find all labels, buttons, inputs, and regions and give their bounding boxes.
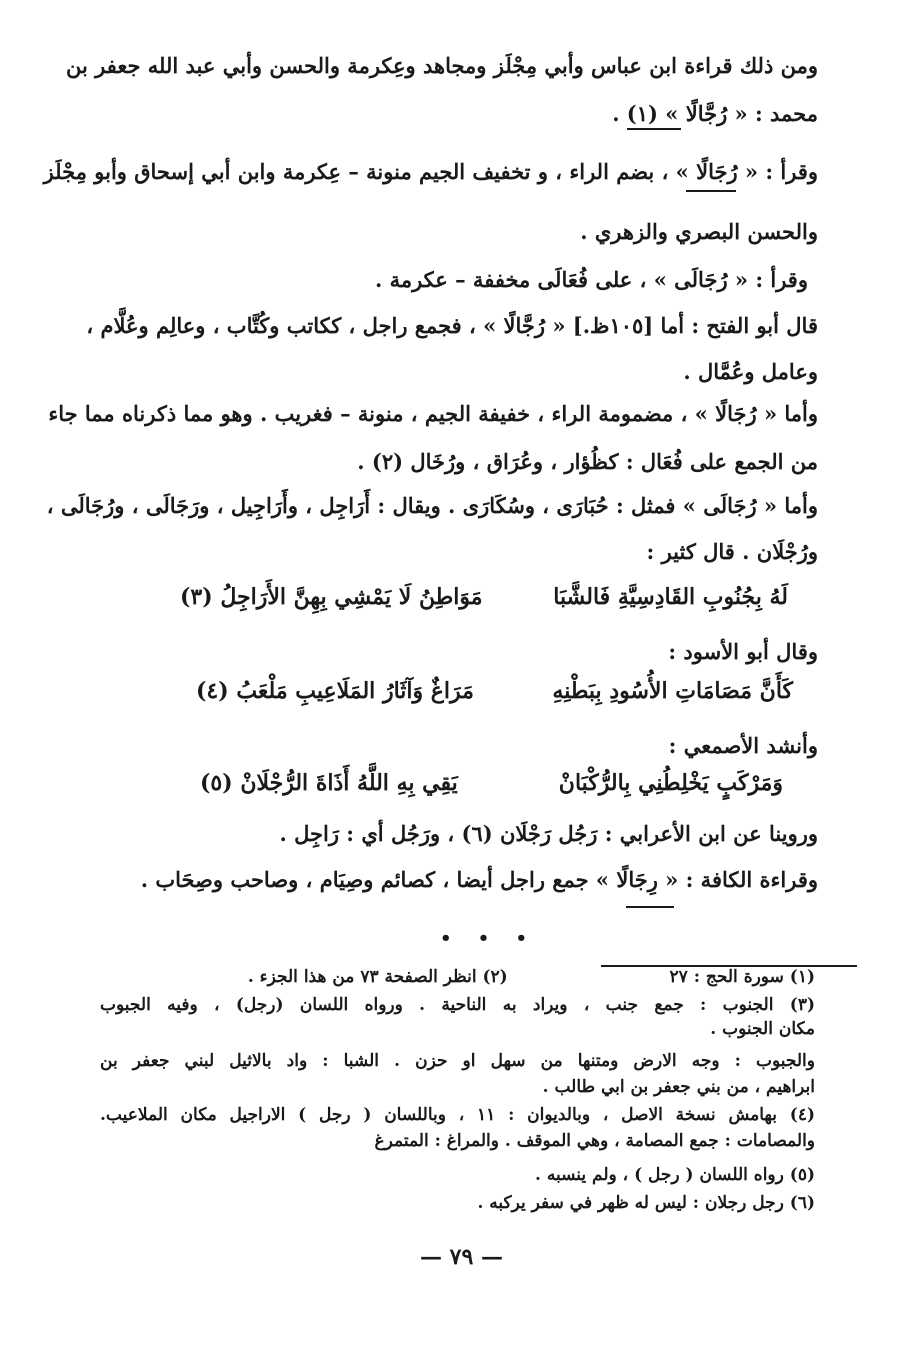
footnote-4-line-1: (٤) بهامش نسخة الاصل ، وبالديوان : ١١ ، وباللسان ( رجل ) الاراجيل مكان الملاعيب. [100,1105,815,1125]
text-line-15: وقراءة الكافة : « رِجَالًا » جمع راجل أيضا ، كصائم وصِيَام ، وصاحب وصِحَاب . [140,867,818,892]
footnote-3-line-4: ابراهيم ، من بني جعفر بن ابي طالب . [542,1077,815,1097]
verse-3-first-hemistich: وَمَرْكَبٍ يَخْلِطُنِي بِالرُّكْبَانْ [558,770,783,796]
text-line-9: من الجمع على فُعَال : كظُؤار ، وعُرَاق ، ورُخَال (٢) . [357,449,818,474]
underline-mark [626,906,674,908]
text-line-12: وقال أبو الأسود : [668,639,818,664]
footnote-4-line-2: والمصامات : جمع المصامة ، وهي الموقف . والمراغ : المتمرغ [374,1131,815,1151]
verse-2-second-hemistich: مَرَاغٌ وَآثَارُ المَلَاعِيبِ مَلْعَبُ (٤) [196,678,474,704]
footnote-3-line-3: والجبوب : وجه الارض ومتنها من سهل او حزن . الشبا : واد بالاثيل لبني جعفر بن [100,1051,815,1071]
text-line-2: محمد : « رُجَّالًا » (١) . [612,101,818,126]
verse-1-second-hemistich: مَوَاطِنُ لَا يَمْشِي بِهِنَّ الأَرَاجِلُ (٣) [180,584,483,610]
underline-mark [686,190,736,192]
text-line-4: والحسن البصري والزهري . [580,219,818,244]
text-line-1: ومن ذلك قراءة ابن عباس وأبي مِجْلَز ومجاهد وعِكرمة والحسن وأبي عبد الله جعفر بن [65,53,818,78]
text-line-8: وأما « رُجَالًا » ، مضمومة الراء ، خفيفة الجيم ، منونة – فغريب . وهو مما ذكرناه مما جاء [48,401,818,426]
footnote-row-1-2 [100,966,815,988]
text-line-13: وأنشد الأصمعي : [668,733,818,758]
verse-2-first-hemistich: كَأَنَّ مَصَامَاتِ الأُسُودِ بِبَطْنِهِ [552,678,793,704]
text-line-5: وقرأ : « رُجَالَى » ، على فُعَالَى مخففة – عكرمة . [374,267,808,292]
underline-mark [627,128,681,130]
section-separator: • • • [440,928,538,949]
footnote-2: (٢) انظر الصفحة ٧٣ من هذا الجزء . [247,967,508,987]
footnote-3-line-2: مكان الجنوب . [710,1019,815,1039]
text-line-11: ورُجْلَان . قال كثير : [646,539,818,564]
footnote-3-line-1: (٣) الجنوب : جمع جنب ، ويراد به الناحية . ورواه اللسان (رجل) ، وفيه الجبوب [100,995,815,1015]
page-number: — ٧٩ — [420,1244,503,1270]
text-line-10: وأما « رُجَالَى » فمثل : حُبَارَى ، وسُكَارَى . ويقال : أَرَاجِل ، وأَرَاجِيل ، ورَجَالَى ، ورُجَالَى ، [46,493,818,518]
text-line-3: وقرأ : « رُجَالًا » ، بضم الراء ، و تخفيف الجيم منونة – عِكرمة وابن أبي إسحاق وأبو مِجْلَز [43,159,818,184]
text-line-14: وروينا عن ابن الأعرابي : رَجُل رَجْلَان (٦) ، ورَجُل أي : رَاجِل . [279,821,818,846]
text-line-7: وعامل وعُمَّال . [683,359,818,384]
verse-3-second-hemistich: يَقِي بِهِ اللَّهُ أَذَاةَ الرُّجْلَانْ (٥) [200,770,458,796]
verse-1-first-hemistich: لَهُ بِجُنُوبِ القَادِسِيَّةِ فَالشَّبَا [553,584,788,610]
footnote-5: (٥) رواه اللسان ( رجل ) ، ولم ينسبه . [535,1165,815,1185]
footnote-6: (٦) رجل رجلان : ليس له ظهر في سفر يركبه . [477,1193,815,1213]
text-line-6: قال أبو الفتح : أما [١٠٥ظ.] « رُجَّالًا » ، فجمع راجل ، ككاتب وكُتَّاب ، وعالِم وعُلَّام ، [86,313,818,338]
footnote-1: (١) سورة الحج : ٢٧ [669,967,815,987]
